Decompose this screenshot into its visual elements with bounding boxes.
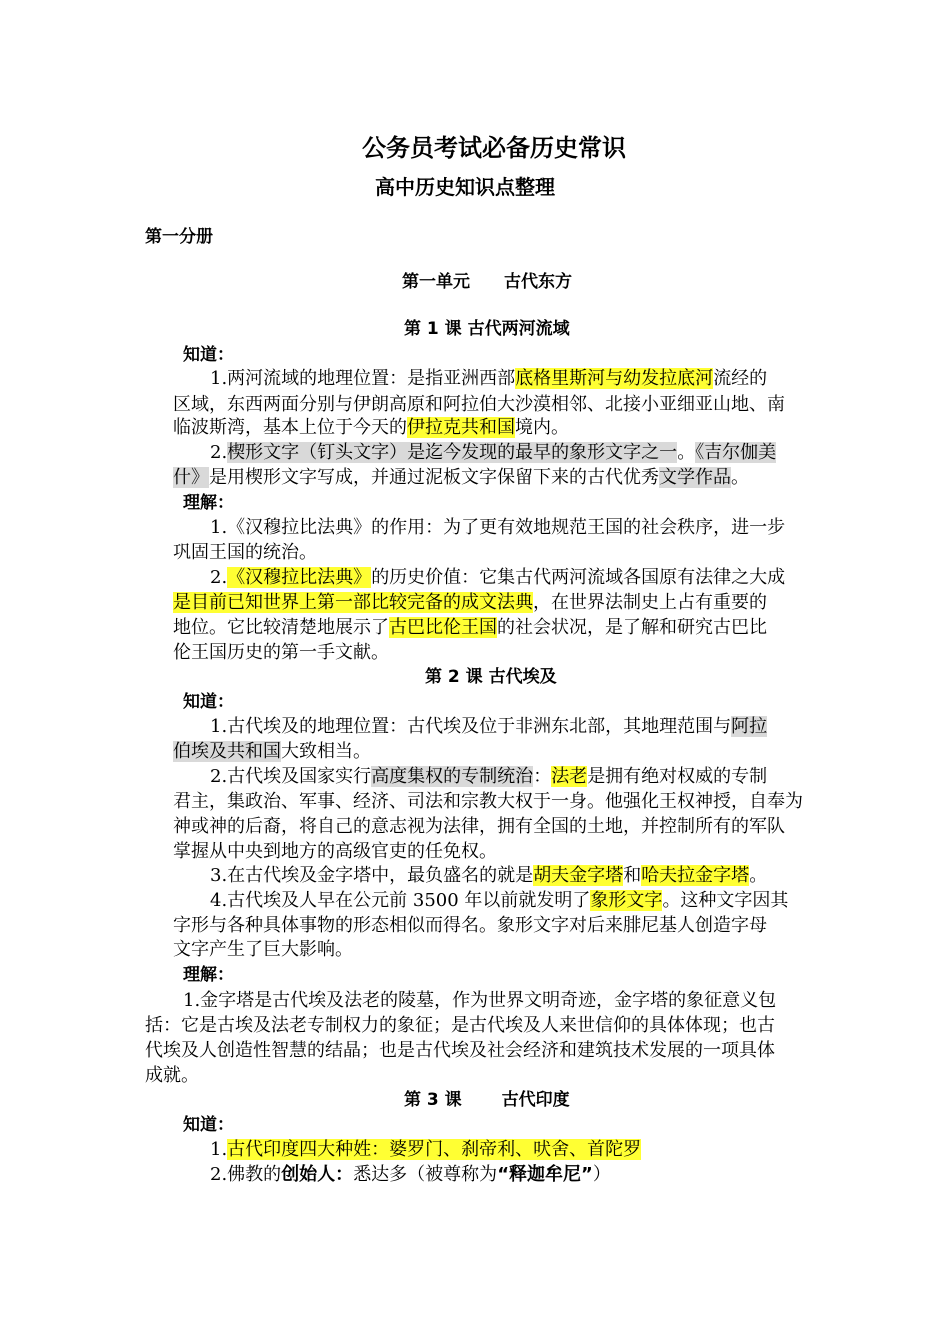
text-span: 。 [677,442,696,463]
highlight-span: 底格里斯河与幼发拉底河 [515,368,714,389]
text-span: 的社会状况，是了解和研究古巴比 [497,617,767,638]
gray-highlight-span: 伯埃及共和国 [173,741,281,762]
highlight-span: 是目前已知世界上第一部比较完备的成文法典 [173,592,533,613]
text-span: 的历史价值：它集古代两河流域各国原有法律之大成 [371,567,786,588]
text-span: 。 [731,467,749,488]
lesson1-para1-line3 [173,416,569,440]
text-span: 悉达多（被尊称为 [353,1164,498,1185]
text-span: 。 [749,865,768,886]
text-span: 1. [210,1139,228,1160]
lesson2-know2-line4: 掌握从中央到地方的高级官吏的任免权。 [173,841,497,862]
text-span: ） [592,1164,611,1185]
lesson2-understand1-line4: 成就。 [145,1065,199,1086]
gray-highlight-span: 楔形文字（钉头文字）是迄今发现的最早的象形文字之一 [227,442,678,463]
lesson1-understand2-line4: 伦王国历史的第一手文献。 [173,642,389,663]
lesson2-understand1-line2: 括：它是古埃及法老专制权力的象征；是古代埃及人来世信仰的具体体现；也古 [145,1015,775,1036]
lesson2-know2-line1 [210,765,767,789]
highlight-span: 胡夫金字塔 [533,865,624,886]
lesson2-understand1-line3: 代埃及人创造性智慧的结晶；也是古代埃及社会经济和建筑技术发展的一项具体 [145,1040,775,1061]
highlight-span: 哈夫拉金字塔 [641,865,750,886]
text-span: 境内。 [515,417,569,438]
text-span: ，在世界法制史上占有重要的 [533,592,767,613]
doc-title: 公务员考试必备历史常识 [362,134,626,162]
text-span: 是拥有绝对权威的专制 [587,766,768,787]
text-span: 2.古代埃及国家实行 [210,766,372,787]
lesson3-know1-line1 [210,1138,641,1162]
text-span: 2. [210,442,228,463]
highlight-span: 伊拉克共和国 [407,417,515,438]
gray-highlight-span: 文学作品 [659,467,731,488]
lesson1-know-label: 知道： [183,345,234,365]
text-span: 流经的 [713,368,768,389]
gray-highlight-span: 什》 [173,467,209,488]
text-span: 2. [210,567,228,588]
gray-highlight-span: 高度集权的专制统治 [371,766,534,787]
lesson2-know1-line2 [173,740,371,764]
lesson1-para1-line1 [210,367,767,391]
lesson2-know3-line1 [210,864,767,888]
lesson1-para1-line2: 区域，东西两面分别与伊朗高原和阿拉伯大沙漠相邻、北接小亚细亚山地、南 [173,394,785,415]
lesson3-know2-line1 [210,1163,611,1187]
lesson2-know1-line1 [210,715,767,739]
lesson1-understand1-line2: 巩固王国的统治。 [173,542,317,563]
lesson2-understand1-line1: 1.金字塔是古代埃及法老的陵墓，作为世界文明奇迹，金字塔的象征意义包 [183,990,777,1011]
lesson2-know2-line3: 神或神的后裔，将自己的意志视为法律，拥有全国的土地，并控制所有的军队 [173,816,785,837]
unit-heading: 第一单元 古代东方 [402,272,572,292]
text-span: 地位。它比较清楚地展示了 [173,617,389,638]
lesson1-understand-label: 理解： [183,493,234,513]
lesson1-understand1-line1: 1.《汉穆拉比法典》的作用：为了更有效地规范王国的社会秩序，进一步 [210,517,786,538]
lesson2-understand-label: 理解： [183,965,234,985]
text-span: 。这种文字因其 [662,890,789,911]
text-span: ： [533,766,552,787]
text-span: 4.古代埃及人早在公元前 3500 年以前就发明了 [210,890,591,911]
lesson1-heading: 第 1 课 古代两河流域 [404,319,570,339]
highlight-span: 法老 [551,766,588,787]
highlight-span: 古代印度四大种姓：婆罗门、刹帝利、吠舍、首陀罗 [227,1139,642,1160]
volume-heading: 第一分册 [145,227,213,247]
text-span: 临波斯湾，基本上位于今天的 [173,417,407,438]
lesson2-know4-line2: 字形与各种具体事物的形态相似而得名。象形文字对后来腓尼基人创造字母 [173,915,767,936]
bold-span: “释迦牟尼” [497,1164,593,1185]
highlight-span: 《汉穆拉比法典》 [227,567,372,588]
text-span: 是用楔形文字写成，并通过泥板文字保留下来的古代优秀 [209,467,659,488]
text-span: 1.两河流域的地理位置：是指亚洲西部 [210,368,516,389]
lesson1-understand2-line1 [210,566,785,590]
lesson2-heading: 第 2 课 古代埃及 [425,667,557,687]
highlight-span: 古巴比伦王国 [389,617,497,638]
gray-highlight-span: 阿拉 [731,716,768,737]
text-span: 2.佛教的 [210,1164,282,1185]
lesson2-know4-line1 [210,889,788,913]
text-span: 3.在古代埃及金字塔中，最负盛名的就是 [210,865,534,886]
text-span: 和 [623,865,642,886]
text-span: 大致相当。 [281,741,371,762]
lesson2-know2-line2: 君主，集政治、军事、经济、司法和宗教大权于一身。他强化王权神授，自奉为 [173,791,803,812]
bold-span: 创始人： [281,1164,354,1185]
doc-subtitle: 高中历史知识点整理 [375,175,555,199]
lesson1-para2-line1 [210,441,776,465]
gray-highlight-span: 《吉尔伽美 [695,442,777,463]
lesson2-know-label: 知道： [183,692,234,712]
text-span: 1.古代埃及的地理位置：古代埃及位于非洲东北部，其地理范围与 [210,716,732,737]
lesson1-para2-line2 [173,466,749,490]
lesson1-understand2-line2 [173,591,767,615]
lesson1-understand2-line3 [173,616,767,640]
lesson3-know-label: 知道： [183,1115,234,1135]
lesson3-heading: 第 3 课 古代印度 [404,1090,570,1110]
lesson2-know4-line3: 文字产生了巨大影响。 [173,939,353,960]
highlight-span: 象形文字 [590,890,663,911]
